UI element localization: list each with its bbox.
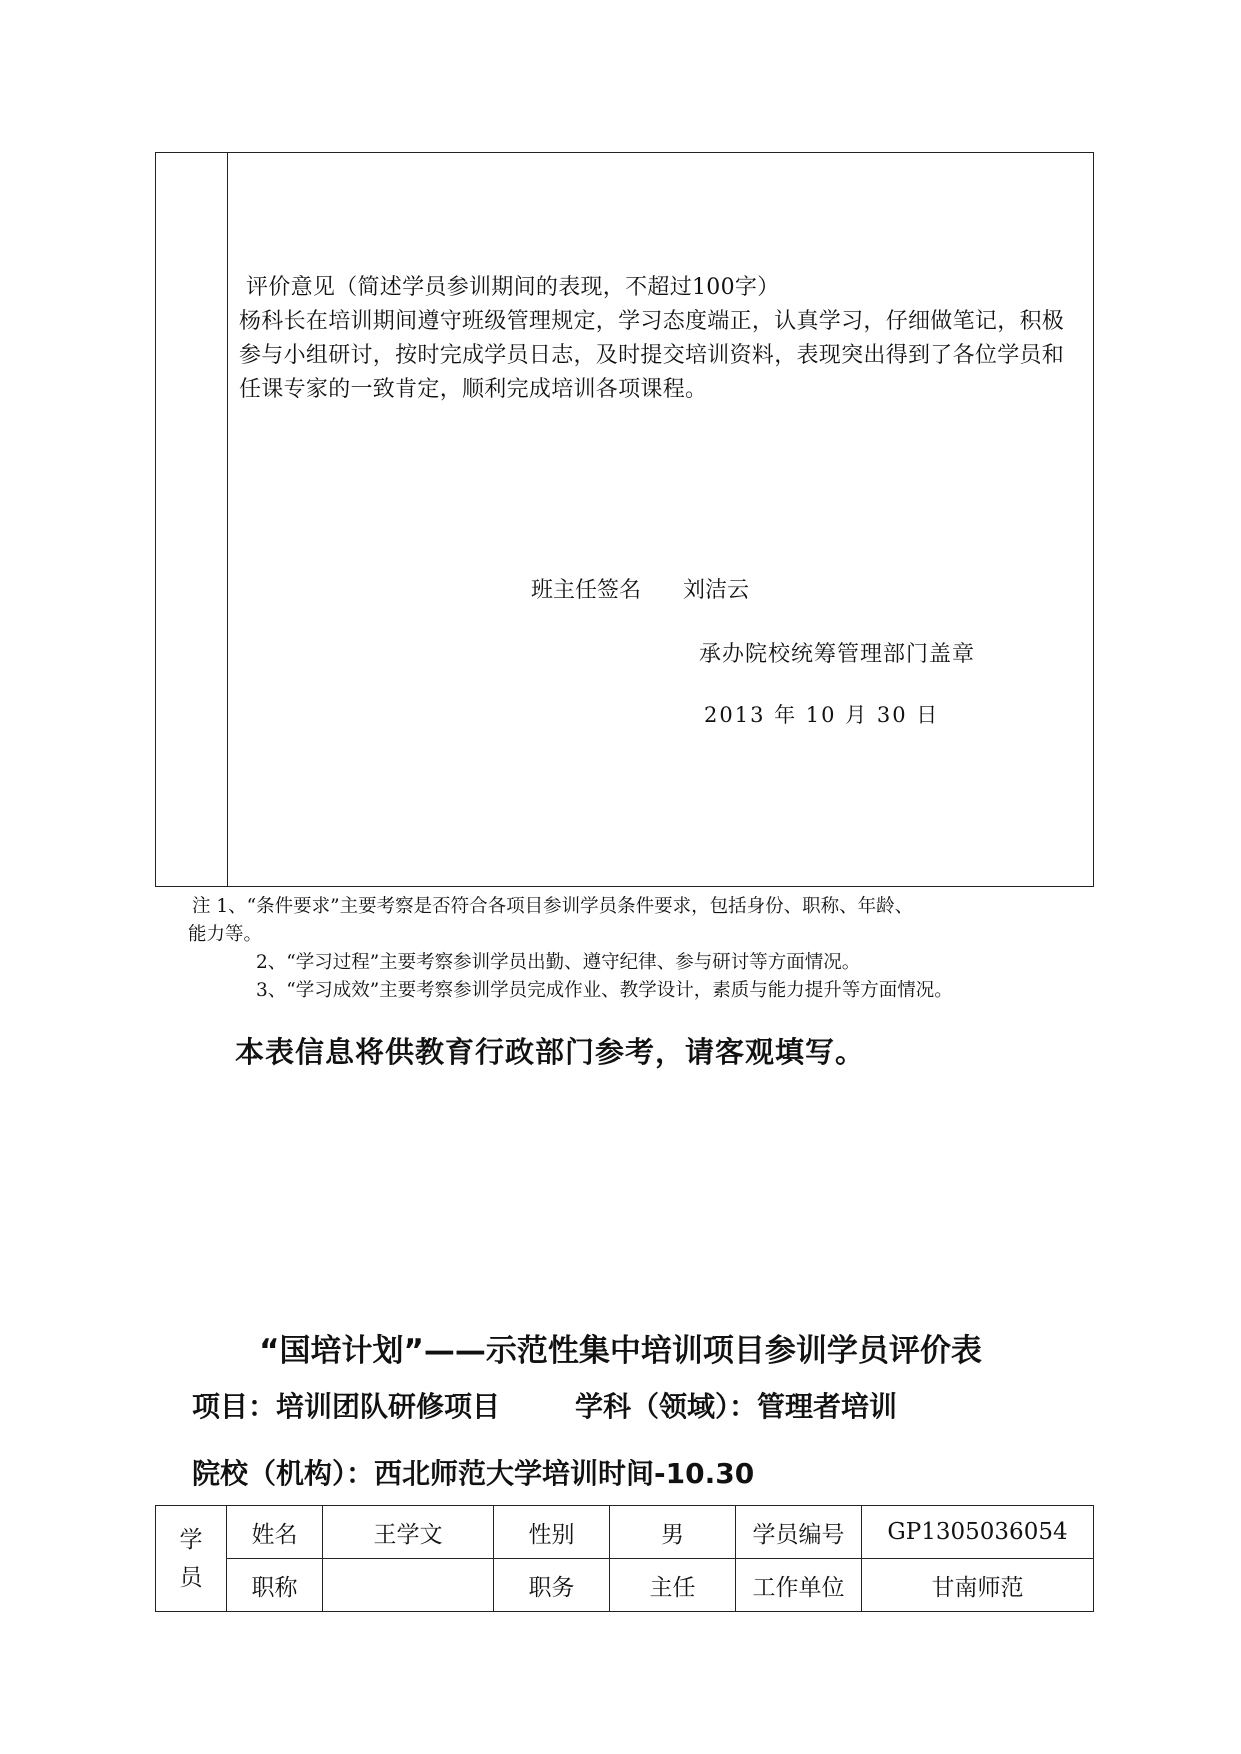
evaluation-date: 2013 年 10 月 30 日 xyxy=(704,703,940,727)
stamp-text: 承办院校统筹管理部门盖章 xyxy=(699,642,976,667)
student-side-label xyxy=(156,1506,227,1612)
note-1-continued: 能力等。 xyxy=(188,924,263,945)
gender-value: 男 xyxy=(610,1506,736,1559)
evaluation-heading: 评价意见（简述学员参训期间的表现，不超过100字） xyxy=(246,275,780,300)
form-title: “国培计划”——示范性集中培训项目参训学员评价表 xyxy=(259,1333,982,1369)
table-row xyxy=(156,1559,1094,1612)
student-info-table xyxy=(155,1505,1094,1612)
position-label: 职务 xyxy=(494,1559,610,1612)
institution: 院校（机构）：西北师范大学培训时间-10.30 xyxy=(192,1457,755,1490)
notes xyxy=(188,893,1072,1005)
id-value: GP1305036054 xyxy=(862,1506,1094,1559)
evaluation-body: 杨科长在培训期间遵守班级管理规定，学习态度端正，认真学习，仔细做笔记，积极参与小组研讨，按时完成学员日志，及时提交培训资料，表现突出得到了各位学员和任课专家的一致肯定，顺利完成培训各项课程。 xyxy=(239,309,1065,402)
evaluation-content xyxy=(239,271,1085,407)
project: 项目：培训团队研修项目 xyxy=(192,1390,501,1423)
workplace-value: 甘南师范 xyxy=(862,1559,1094,1612)
side-label-2: 员 xyxy=(179,1564,203,1591)
signer-name: 刘洁云 xyxy=(683,578,750,603)
name-label: 姓名 xyxy=(227,1506,323,1559)
title-label: 职称 xyxy=(227,1559,323,1612)
notice: 本表信息将供教育行政部门参考，请客观填写。 xyxy=(235,1035,866,1069)
id-label: 学员编号 xyxy=(736,1506,862,1559)
note-2: 2、“学习过程”主要考察参训学员出勤、遵守纪律、参与研讨等方面情况。 xyxy=(256,952,861,973)
evaluation-section xyxy=(155,152,1094,887)
project-subject-line xyxy=(192,1385,897,1425)
signature-line xyxy=(531,573,749,604)
gender-label: 性别 xyxy=(494,1506,610,1559)
signature-label: 班主任签名 xyxy=(531,578,642,603)
title-value xyxy=(323,1559,494,1612)
position-value: 主任 xyxy=(610,1559,736,1612)
column-divider xyxy=(227,153,228,886)
note-1: 注 1、“条件要求”主要考察是否符合各项目参训学员条件要求，包括身份、职称、年龄、 xyxy=(192,896,914,917)
workplace-label: 工作单位 xyxy=(736,1559,862,1612)
table-row xyxy=(156,1506,1094,1559)
note-3: 3、“学习成效”主要考察参训学员完成作业、教学设计，素质与能力提升等方面情况。 xyxy=(256,980,953,1001)
side-label-1: 学 xyxy=(179,1526,203,1553)
name-value: 王学文 xyxy=(323,1506,494,1559)
subject: 学科（领域）：管理者培训 xyxy=(575,1390,898,1423)
